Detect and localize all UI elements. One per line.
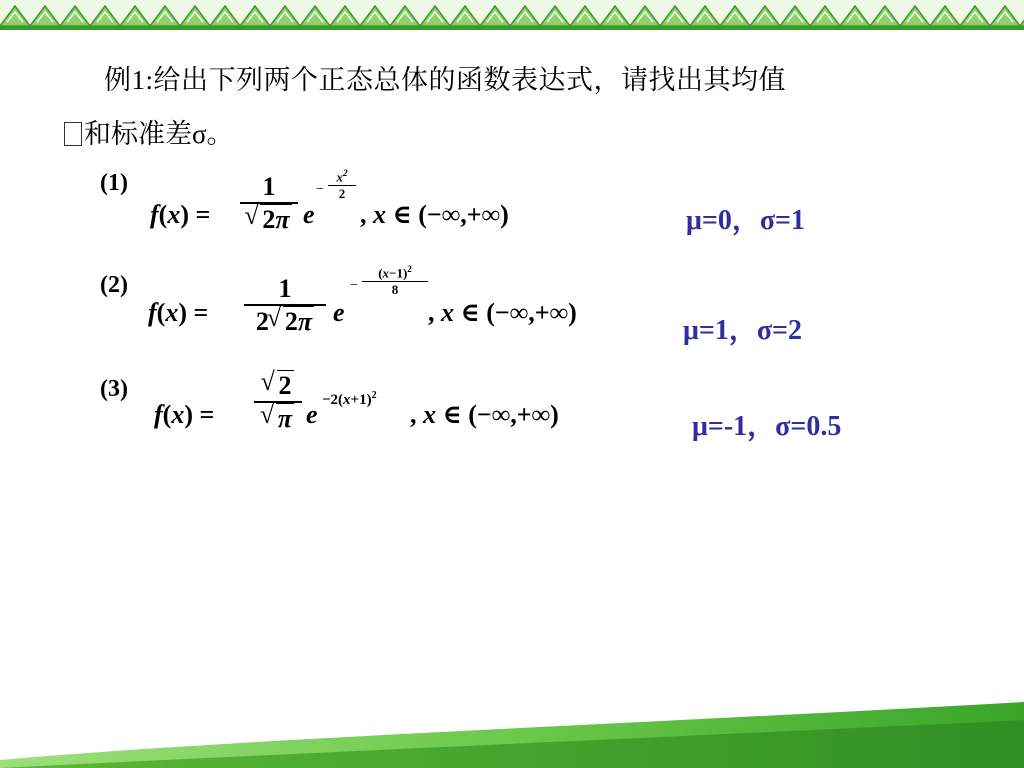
problem-2-domain: , x ∈ (−∞,+∞) (428, 298, 577, 327)
coefficient-denominator: √ 2π (240, 204, 298, 235)
coefficient-denominator: √ π (254, 403, 302, 434)
problem-1-domain: , x ∈ (−∞,+∞) (360, 200, 509, 229)
problem-1-lhs: f(x) = (150, 200, 211, 229)
missing-glyph-box (64, 122, 82, 146)
problem-3-exponent: $-2(x+1)^2$ (322, 390, 377, 408)
problem-1-answer: μ=0，σ=1 (686, 205, 806, 236)
problem-2-label: (2) (100, 272, 128, 298)
coefficient-numerator: 1 (278, 274, 292, 303)
coefficient-numerator: √ 2 (254, 370, 302, 401)
coefficient-denominator: 2√ 2π (244, 306, 326, 337)
problem-2-lhs: f(x) = (148, 298, 209, 327)
top-decorative-border (0, 0, 1024, 30)
problem-3-base: e (306, 400, 318, 429)
problem-statement (104, 58, 786, 97)
border-baseline (0, 26, 1024, 30)
problem-2-coefficient (244, 274, 326, 337)
problem-1-exponent: − $x^2$ 2 (318, 168, 356, 202)
problem-1-coefficient (240, 172, 298, 235)
problem-1-label: (1) (100, 170, 128, 196)
problem-3-answer: μ=-1，σ=0.5 (692, 411, 842, 442)
problem-3-lhs: f(x) = (154, 400, 215, 429)
problem-3-coefficient (254, 370, 302, 434)
problem-2-exponent: − $(x-1)^2$ 8 (348, 264, 428, 298)
title-line-2: 和标准差σ。 (84, 119, 234, 149)
problem-3-domain: , x ∈ (−∞,+∞) (410, 400, 559, 429)
coefficient-numerator: 1 (262, 172, 276, 201)
title-line-1: 例1:给出下列两个正态总体的函数表达式，请找出其均值 (104, 65, 787, 95)
problem-1-base: e (303, 200, 315, 229)
problem-statement-line-2 (64, 112, 234, 151)
problem-3-label: (3) (100, 376, 128, 402)
bottom-decorative-wave (0, 698, 1024, 768)
problem-2-base: e (333, 298, 345, 327)
problem-2-answer: μ=1，σ=2 (683, 315, 803, 346)
